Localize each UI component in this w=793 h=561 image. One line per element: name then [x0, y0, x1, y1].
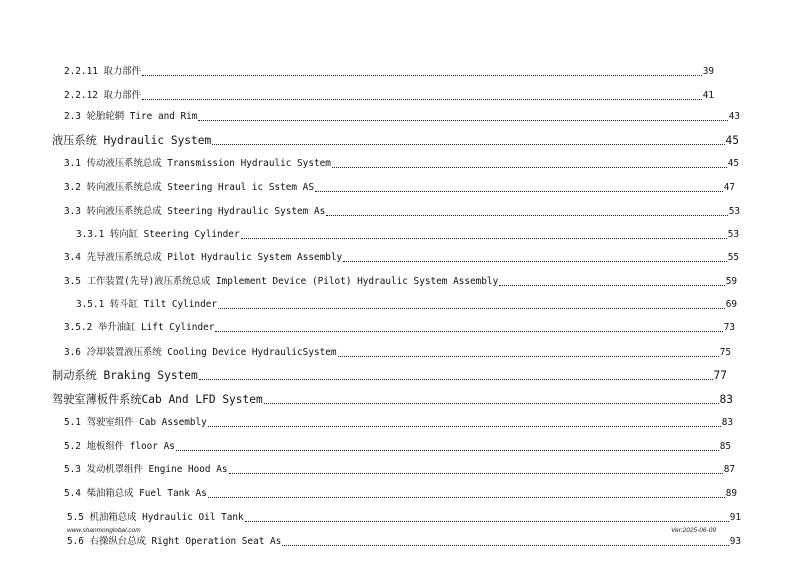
toc-entry-label: 液压系统 Hydraulic System — [52, 134, 212, 147]
toc-entry-label: 2.2.11 取力部件 — [64, 66, 142, 77]
toc-entry-page: 45 — [727, 158, 739, 169]
toc-chapter-entry[interactable] — [52, 393, 733, 407]
toc-entry-label: 3.2 转向液压系统总成 Steering Hraul ic Sstem AS — [64, 182, 314, 193]
toc-entry[interactable] — [64, 252, 739, 264]
dot-leader — [499, 285, 724, 286]
toc-entry-label: 3.6 冷却装置液压系统 Cooling Device HydraulicSystem — [64, 347, 337, 358]
dot-leader — [212, 144, 724, 145]
toc-entry-label: 3.3.1 转向缸 Steering Cylinder — [76, 229, 240, 240]
toc-entry-label: 3.5.2 举升油缸 Lift Cylinder — [64, 322, 215, 333]
dot-leader — [215, 331, 722, 332]
dot-leader — [229, 473, 723, 474]
toc-entry[interactable] — [64, 66, 714, 78]
toc-entry-page: 93 — [729, 536, 741, 547]
toc-entry[interactable] — [76, 299, 737, 311]
toc-entry-page: 45 — [725, 134, 739, 147]
toc-entry-page: 85 — [719, 441, 731, 452]
toc-entry-page: 75 — [719, 347, 731, 358]
toc-entry-page: 43 — [728, 111, 740, 122]
toc-entry-label: 3.1 传动液压系统总成 Transmission Hydraulic System — [64, 158, 331, 169]
toc-entry[interactable] — [64, 158, 739, 170]
toc-entry-page: 39 — [702, 66, 714, 77]
dot-leader — [264, 403, 719, 404]
dot-leader — [208, 426, 721, 427]
toc-entry[interactable] — [64, 347, 731, 359]
toc-entry-label: 5.2 地板组件 floor As — [64, 441, 175, 452]
toc-entry-page: 53 — [728, 206, 740, 217]
toc-entry-page: 77 — [713, 369, 727, 382]
toc-entry[interactable] — [64, 90, 714, 102]
toc-entry[interactable] — [64, 276, 737, 288]
toc-entry[interactable] — [64, 417, 733, 429]
toc-entry-page: 87 — [723, 464, 735, 475]
toc-entry-label: 2.2.12 取力部件 — [64, 90, 142, 101]
toc-entry-label: 3.5 工作装置(先导)液压系统总成 Implement Device (Pilot) Hydraulic System Assembly — [64, 276, 499, 287]
dot-leader — [208, 497, 725, 498]
toc-entry-label: 3.4 先导液压系统总成 Pilot Hydraulic System Assembly — [64, 252, 343, 263]
toc-entry[interactable] — [76, 229, 739, 241]
toc-entry[interactable] — [64, 488, 737, 500]
dot-leader — [241, 238, 727, 239]
toc-entry[interactable] — [64, 441, 731, 453]
footer-version: Ver:2025-06-09 — [671, 527, 716, 534]
dot-leader — [338, 356, 719, 357]
toc-entry[interactable] — [64, 322, 735, 334]
dot-leader — [332, 167, 727, 168]
dot-leader — [343, 261, 727, 262]
toc-entry-page: 47 — [723, 182, 735, 193]
toc-entry-label: 3.5.1 转斗缸 Tilt Cylinder — [76, 299, 218, 310]
footer-website: www.shanmonglobal.com — [67, 527, 141, 534]
toc-entry-page: 83 — [719, 393, 733, 406]
toc-entry-label: 5.1 驾驶室组件 Cab Assembly — [64, 417, 207, 428]
toc-chapter-entry[interactable] — [52, 134, 739, 148]
toc-entry[interactable] — [64, 464, 735, 476]
toc-entry-page: 73 — [723, 322, 735, 333]
toc-entry-page: 55 — [727, 252, 739, 263]
toc-entry-label: 5.5 机油箱总成 Hydraulic Oil Tank — [67, 512, 244, 523]
toc-entry[interactable] — [64, 111, 740, 123]
toc-entry-page: 69 — [725, 299, 737, 310]
dot-leader — [142, 99, 702, 100]
toc-entry-label: 制动系统 Braking System — [52, 369, 198, 382]
toc-entry-label: 5.4 柴油箱总成 Fuel Tank As — [64, 488, 207, 499]
toc-entry-label: 2.3 轮胎轮辋 Tire and Rim — [64, 111, 198, 122]
toc-entry-page: 41 — [702, 90, 714, 101]
toc-chapter-entry[interactable] — [52, 369, 727, 383]
dot-leader — [315, 191, 723, 192]
dot-leader — [326, 215, 727, 216]
dot-leader — [282, 545, 728, 546]
toc-entry-page: 53 — [727, 229, 739, 240]
dot-leader — [199, 379, 713, 380]
toc-entry-page: 59 — [725, 276, 737, 287]
toc-entry-label: 5.6 右操纵台总成 Right Operation Seat As — [67, 536, 282, 547]
toc-entry-page: 83 — [721, 417, 733, 428]
dot-leader — [198, 120, 727, 121]
toc-entry[interactable] — [67, 536, 741, 548]
toc-entry-label: 驾驶室薄板件系统Cab And LFD System — [52, 393, 263, 406]
toc-entry-label: 3.3 转向液压系统总成 Steering Hydraulic System As — [64, 206, 326, 217]
dot-leader — [218, 308, 725, 309]
toc-entry[interactable] — [67, 512, 741, 524]
toc-entry[interactable] — [64, 206, 740, 218]
dot-leader — [245, 521, 729, 522]
toc-entry-page: 91 — [729, 512, 741, 523]
toc-entry-label: 5.3 发动机罩组件 Engine Hood As — [64, 464, 228, 475]
toc-entry-page: 89 — [725, 488, 737, 499]
dot-leader — [176, 450, 719, 451]
toc-entry[interactable] — [64, 182, 735, 194]
dot-leader — [142, 75, 702, 76]
